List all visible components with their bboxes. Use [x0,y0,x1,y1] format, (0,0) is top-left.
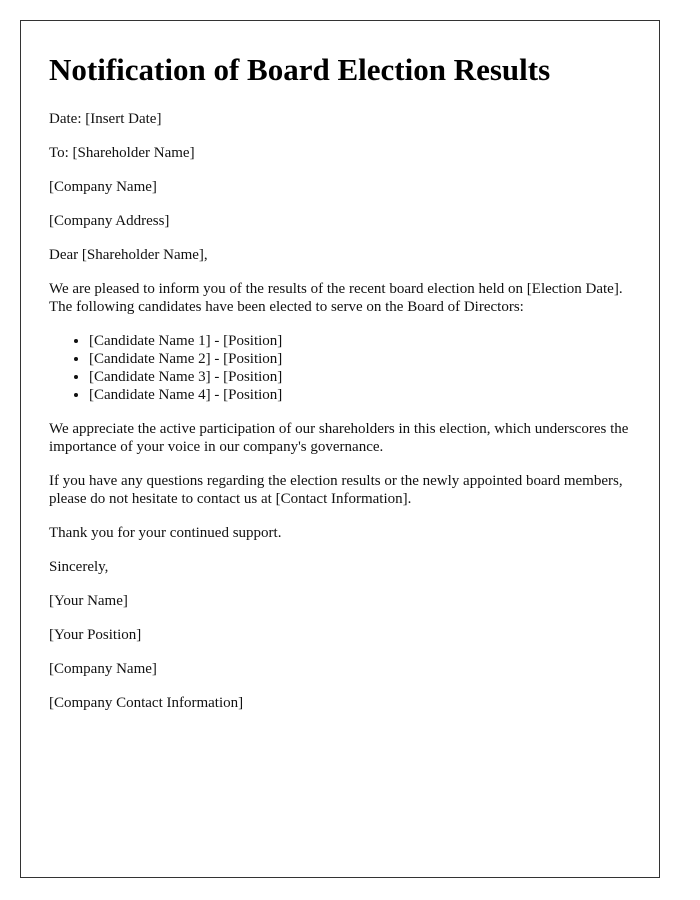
letter-container [20,20,660,878]
closing-line: Sincerely, [49,559,109,575]
intro-paragraph: We are pleased to inform you of the results of the recent board election held on [Election Date]. The following candidates have been elected to serve on the Board of Directors: [49,281,623,315]
candidate-item: • [Candidate Name 2] - [Position] [89,350,631,368]
questions-paragraph: If you have any questions regarding the election results or the newly appointed board members, please do not hesitate to contact us at [Contact Information]. [49,473,623,507]
signature-company: [Company Name] [49,661,157,677]
candidate-item: • [Candidate Name 1] - [Position] [89,332,631,350]
letter-title: Notification of Board Election Results [49,52,551,87]
candidate-item: • [Candidate Name 4] - [Position] [89,386,631,404]
recipient-line: To: [Shareholder Name] [49,145,195,161]
thanks-line: Thank you for your continued support. [49,525,282,541]
signature-name: [Your Name] [49,593,128,609]
recipient-address: [Company Address] [49,213,170,229]
salutation: Dear [Shareholder Name], [49,247,208,263]
date-line: Date: [Insert Date] [49,111,162,127]
signature-contact: [Company Contact Information] [49,695,244,711]
signature-position: [Your Position] [49,627,142,643]
candidate-item: • [Candidate Name 3] - [Position] [89,368,631,386]
recipient-company: [Company Name] [49,179,157,195]
candidate-list [49,332,631,404]
appreciation-paragraph: We appreciate the active participation of our shareholders in this election, which underscores the importance of your voice in our company's governance. [49,421,629,455]
